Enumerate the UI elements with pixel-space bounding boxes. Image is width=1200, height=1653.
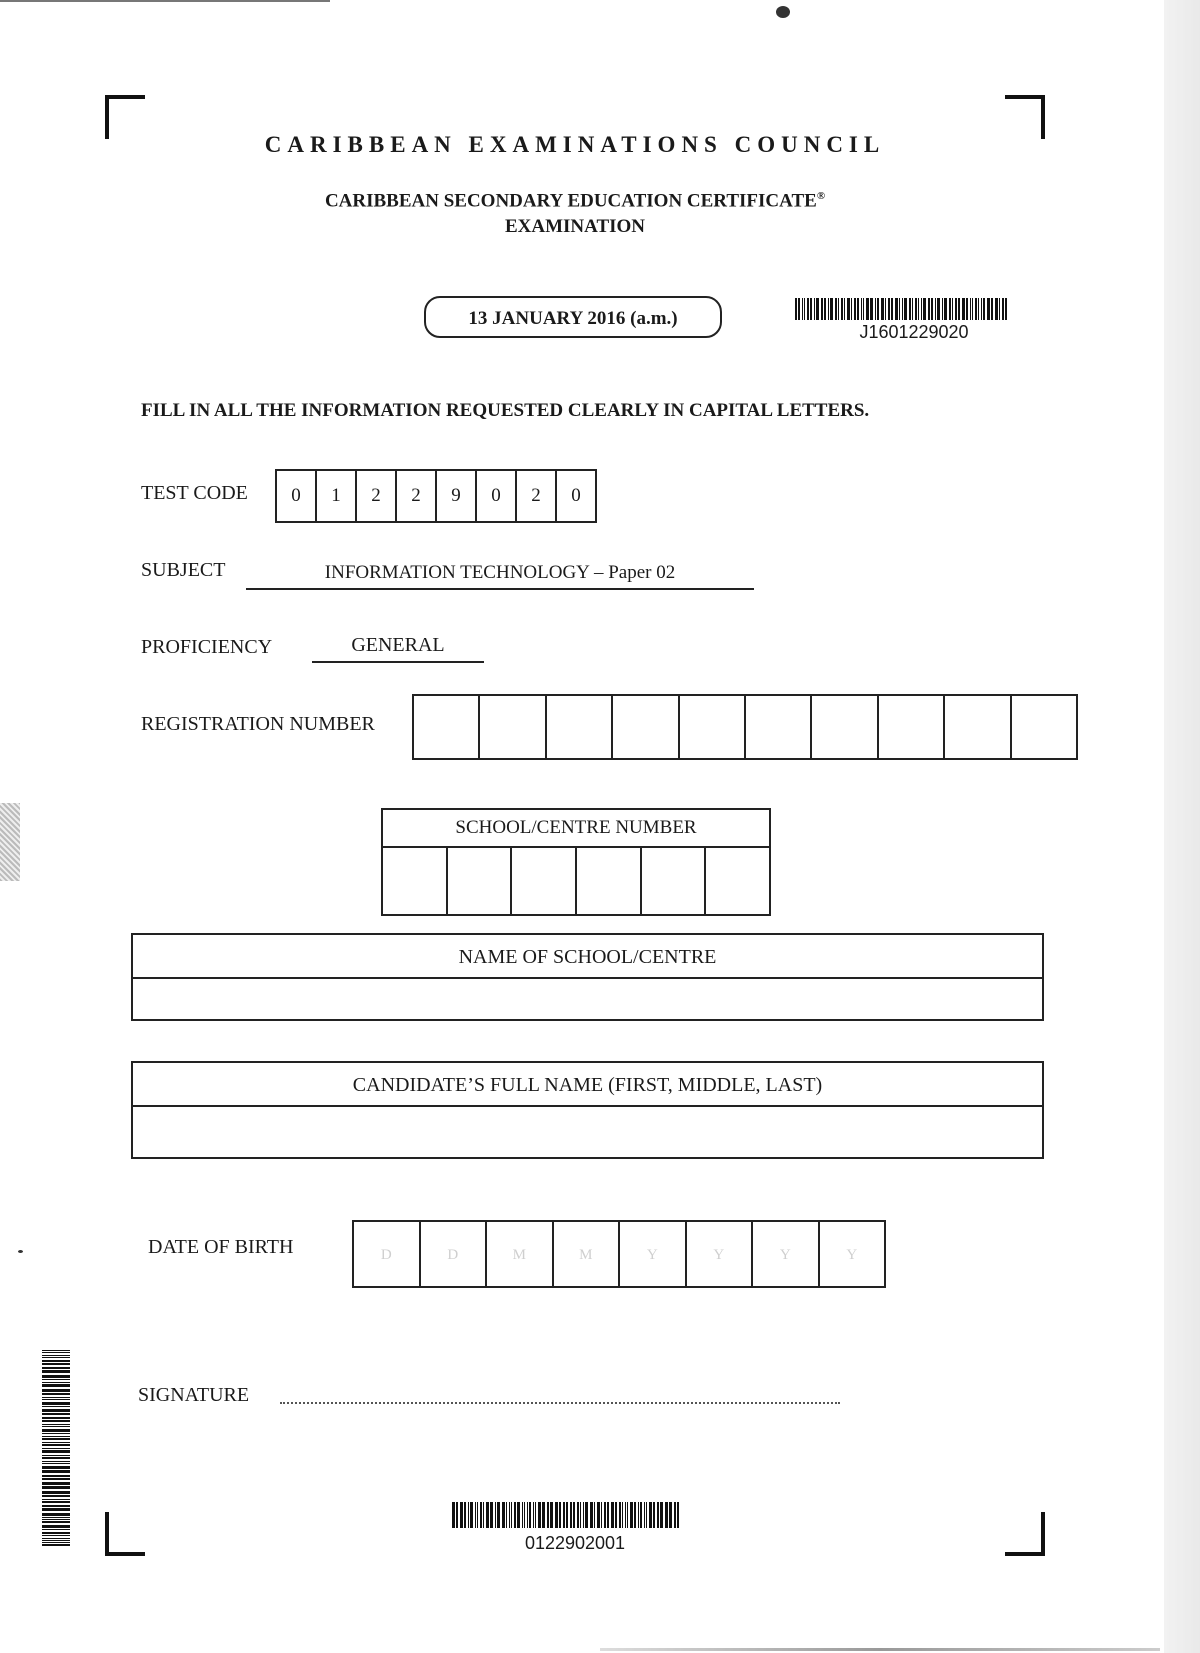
barcode-bar: [42, 1491, 70, 1494]
subject-label: SUBJECT: [141, 559, 226, 581]
registration-number-box[interactable]: [746, 696, 812, 758]
barcode-bar: [42, 1433, 70, 1434]
school-name-field[interactable]: [133, 979, 1042, 1021]
barcode-bar: [563, 1502, 565, 1528]
barcode-bar: [955, 298, 957, 320]
barcode-bar: [830, 298, 833, 320]
barcode-bar: [816, 298, 819, 320]
barcode-bar: [847, 298, 850, 320]
barcode-bar: [970, 298, 971, 320]
barcode-bar: [866, 298, 869, 320]
school-name-table: [131, 933, 1044, 1021]
side-tab-mark: [0, 803, 20, 881]
barcode-bar: [640, 1502, 642, 1528]
barcode-bar: [944, 298, 947, 320]
barcode-bar: [590, 1502, 593, 1528]
barcode-bar: [875, 298, 876, 320]
scan-edge-shadow: [1164, 0, 1200, 1653]
barcode-bar: [475, 1502, 476, 1528]
barcode-bar: [42, 1478, 70, 1481]
candidate-name-table: [131, 1061, 1044, 1159]
scan-bottom-line: [600, 1648, 1160, 1651]
barcode-bar: [502, 1502, 505, 1528]
barcode-bar: [634, 1502, 636, 1528]
barcode-bar: [42, 1417, 70, 1420]
school-centre-number-box[interactable]: [512, 848, 577, 916]
barcode-bar: [625, 1502, 626, 1528]
barcode-bar: [42, 1519, 70, 1520]
barcode-bar: [1002, 298, 1004, 320]
test-code-grid: [275, 469, 597, 523]
barcode-bar: [468, 1502, 469, 1528]
school-centre-number-row: [383, 848, 769, 916]
barcode-bar: [904, 298, 907, 320]
barcode-bar: [677, 1502, 679, 1528]
barcode-bar: [42, 1461, 70, 1463]
barcode-bar: [611, 1502, 614, 1528]
barcode-bar: [949, 298, 951, 320]
barcode-bar: [921, 298, 922, 320]
registration-number-grid: [412, 694, 1078, 760]
barcode-bar: [674, 1502, 676, 1528]
barcode-bar: [559, 1502, 561, 1528]
barcode-bar: [824, 298, 826, 320]
barcode-bar: [42, 1508, 70, 1511]
barcode-bar: [542, 1502, 545, 1528]
registration-number-box[interactable]: [1012, 696, 1076, 758]
barcode-bar: [497, 1502, 500, 1528]
barcode-bar: [42, 1382, 70, 1384]
registered-mark: ®: [816, 190, 826, 202]
barcode-bar: [42, 1517, 70, 1518]
barcode-bar: [42, 1384, 70, 1387]
barcode-bar: [42, 1463, 70, 1464]
barcode-bar: [42, 1442, 70, 1443]
barcode-bar: [583, 1502, 584, 1528]
barcode-bar: [888, 298, 890, 320]
test-code-digit: 9: [437, 471, 477, 521]
barcode-bar: [495, 1502, 496, 1528]
school-centre-number-label: SCHOOL/CENTRE NUMBER: [383, 810, 769, 848]
barcode-bar: [42, 1501, 70, 1503]
barcode-bar: [795, 298, 797, 320]
barcode-bar: [669, 1502, 672, 1528]
test-code-digit: 2: [397, 471, 437, 521]
date-of-birth-box[interactable]: Y: [620, 1222, 687, 1286]
date-of-birth-box[interactable]: Y: [846, 1247, 858, 1263]
barcode-bar: [506, 1502, 507, 1528]
barcode-bar: [630, 1502, 633, 1528]
barcode-bar: [42, 1475, 70, 1477]
signature-line[interactable]: [280, 1402, 840, 1404]
certificate-title: [0, 190, 1150, 212]
barcode-bar: [42, 1495, 70, 1497]
school-centre-number-box[interactable]: [706, 848, 769, 916]
barcode-bar: [529, 1502, 531, 1528]
barcode-bar: [999, 298, 1000, 320]
barcode-bar: [483, 1502, 484, 1528]
barcode-bar: [42, 1399, 70, 1401]
barcode-top: [795, 298, 1033, 320]
barcode-bar: [509, 1502, 510, 1528]
barcode-bar: [538, 1502, 541, 1528]
registration-number-box[interactable]: [879, 696, 945, 758]
barcode-bar: [807, 298, 809, 320]
date-of-birth-box[interactable]: Y: [753, 1222, 820, 1286]
barcode-bar: [597, 1502, 600, 1528]
barcode-bar: [490, 1502, 493, 1528]
school-centre-number-box[interactable]: [448, 848, 513, 916]
corner-mark-bottom-right: [1005, 1512, 1045, 1556]
registration-number-box[interactable]: [613, 696, 679, 758]
test-code-digit: 0: [557, 471, 597, 521]
date-of-birth-grid: [352, 1220, 886, 1288]
barcode-bar: [991, 298, 993, 320]
school-name-label: NAME OF SCHOOL/CENTRE: [133, 935, 1042, 979]
barcode-bar: [594, 1502, 595, 1528]
barcode-bar: [42, 1444, 70, 1446]
barcode-bar: [952, 298, 953, 320]
proficiency-label: PROFICIENCY: [141, 636, 273, 658]
barcode-bar: [480, 1502, 482, 1528]
barcode-bar: [460, 1502, 463, 1528]
barcode-bar: [42, 1448, 70, 1449]
scan-top-line: [0, 0, 330, 2]
barcode-bar: [844, 298, 845, 320]
test-code-digit: 0: [277, 471, 317, 521]
barcode-bar: [42, 1529, 70, 1530]
barcode-bar: [972, 298, 973, 320]
date-of-birth-box[interactable]: D: [354, 1222, 421, 1286]
barcode-bar: [42, 1420, 70, 1422]
barcode-bar: [978, 298, 979, 320]
barcode-side: [42, 1350, 70, 1548]
barcode-bar: [42, 1402, 70, 1405]
barcode-bar: [42, 1513, 70, 1516]
date-of-birth-box[interactable]: M: [554, 1222, 621, 1286]
barcode-bar: [42, 1393, 70, 1395]
barcode-bar: [895, 298, 898, 320]
barcode-bar: [870, 298, 873, 320]
barcode-bar: [835, 298, 837, 320]
barcode-bar: [902, 298, 903, 320]
barcode-bar: [851, 298, 852, 320]
barcode-bar: [517, 1502, 520, 1528]
barcode-bar: [42, 1544, 70, 1546]
barcode-bar: [821, 298, 823, 320]
barcode-bar: [580, 1502, 581, 1528]
barcode-bar: [42, 1409, 70, 1412]
barcode-bar: [42, 1367, 70, 1369]
barcode-bottom: [452, 1502, 698, 1528]
candidate-name-field[interactable]: [133, 1107, 1042, 1159]
barcode-bar: [42, 1406, 70, 1407]
barcode-bar: [644, 1502, 645, 1528]
barcode-bar: [622, 1502, 623, 1528]
candidate-name-label: CANDIDATE’S FULL NAME (FIRST, MIDDLE, LAST): [133, 1063, 1042, 1107]
barcode-bar: [42, 1538, 70, 1539]
barcode-bar: [42, 1436, 70, 1437]
barcode-bar: [995, 298, 998, 320]
barcode-bar: [814, 298, 815, 320]
barcode-bar: [975, 298, 977, 320]
barcode-bar: [550, 1502, 553, 1528]
barcode-bar: [42, 1542, 70, 1543]
barcode-bar: [881, 298, 884, 320]
barcode-bar: [958, 298, 960, 320]
barcode-bar: [931, 298, 933, 320]
scan-speck: [18, 1250, 23, 1253]
barcode-bar: [42, 1438, 70, 1441]
barcode-bar: [923, 298, 926, 320]
barcode-bar: [841, 298, 843, 320]
barcode-bar: [486, 1502, 489, 1528]
barcode-bar: [42, 1429, 70, 1432]
barcode-bar: [514, 1502, 516, 1528]
barcode-bar: [828, 298, 829, 320]
test-code-digit: 0: [477, 471, 517, 521]
barcode-bar: [42, 1426, 70, 1427]
barcode-bar: [42, 1375, 70, 1378]
barcode-bar: [555, 1502, 558, 1528]
barcode-bar: [522, 1502, 523, 1528]
barcode-bar: [937, 298, 940, 320]
barcode-bar: [452, 1502, 455, 1528]
barcode-bar: [527, 1502, 528, 1528]
barcode-bar: [42, 1355, 70, 1356]
barcode-bar: [524, 1502, 525, 1528]
registration-number-box[interactable]: [414, 696, 480, 758]
barcode-bar: [615, 1502, 617, 1528]
barcode-bar: [477, 1502, 478, 1528]
barcode-bar: [638, 1502, 639, 1528]
barcode-bar: [983, 298, 985, 320]
barcode-bar: [912, 298, 913, 320]
signature-label: SIGNATURE: [138, 1384, 250, 1406]
barcode-bar: [915, 298, 917, 320]
barcode-bar: [899, 298, 900, 320]
barcode-bar: [573, 1502, 575, 1528]
barcode-bar: [42, 1455, 70, 1456]
barcode-bar: [891, 298, 893, 320]
barcode-bar: [42, 1532, 70, 1534]
barcode-bar: [646, 1502, 647, 1528]
barcode-bar: [935, 298, 936, 320]
barcode-bar: [987, 298, 990, 320]
barcode-bottom-number: 0122902001: [524, 1533, 626, 1553]
date-of-birth-box[interactable]: Y: [687, 1222, 754, 1286]
barcode-bar: [42, 1457, 70, 1459]
registration-number-box[interactable]: [547, 696, 613, 758]
barcode-bar: [601, 1502, 602, 1528]
barcode-bar: [42, 1521, 70, 1523]
registration-number-box[interactable]: [812, 696, 878, 758]
barcode-bar: [804, 298, 805, 320]
barcode-bar: [42, 1466, 70, 1469]
barcode-bar: [42, 1357, 70, 1358]
barcode-top-number: J1601229020: [859, 322, 969, 342]
barcode-bar: [42, 1535, 70, 1536]
barcode-bar: [547, 1502, 549, 1528]
date-of-birth-label: DATE OF BIRTH: [148, 1236, 294, 1258]
barcode-bar: [802, 298, 803, 320]
scan-speck: [776, 6, 790, 18]
subject-value: INFORMATION TECHNOLOGY – Paper 02: [246, 562, 754, 590]
test-code-label: TEST CODE: [141, 482, 248, 504]
barcode-bar: [604, 1502, 606, 1528]
barcode-bar: [42, 1350, 70, 1351]
barcode-bar: [570, 1502, 572, 1528]
registration-number-label: REGISTRATION NUMBER: [141, 713, 375, 735]
school-centre-number-box[interactable]: [642, 848, 707, 916]
school-centre-number-table: [381, 808, 771, 916]
barcode-bar: [42, 1360, 70, 1363]
barcode-bar: [511, 1502, 512, 1528]
barcode-bar: [42, 1499, 70, 1501]
barcode-bar: [863, 298, 864, 320]
exam-date-badge: 13 JANUARY 2016 (a.m.): [424, 296, 722, 338]
school-centre-number-box[interactable]: [577, 848, 642, 916]
barcode-bar: [619, 1502, 621, 1528]
examination-title: EXAMINATION: [504, 216, 646, 237]
barcode-bar: [627, 1502, 628, 1528]
barcode-bar: [854, 298, 856, 320]
barcode-bar: [798, 298, 800, 320]
test-code-digit: 2: [357, 471, 397, 521]
barcode-bar: [566, 1502, 568, 1528]
certificate-title-text: CARIBBEAN SECONDARY EDUCATION CERTIFICATE: [324, 190, 817, 212]
barcode-bar: [42, 1470, 70, 1473]
barcode-bar: [657, 1502, 659, 1528]
barcode-bar: [42, 1424, 70, 1425]
barcode-bar: [42, 1352, 70, 1353]
barcode-bar: [649, 1502, 652, 1528]
barcode-bar: [577, 1502, 579, 1528]
barcode-bar: [885, 298, 886, 320]
barcode-bar: [42, 1540, 70, 1541]
barcode-bar: [42, 1482, 70, 1485]
barcode-bar: [861, 298, 862, 320]
registration-number-box[interactable]: [480, 696, 546, 758]
barcode-bar: [42, 1413, 70, 1415]
school-centre-number-box[interactable]: [383, 848, 448, 916]
test-code-digit: 2: [517, 471, 557, 521]
barcode-bar: [585, 1502, 588, 1528]
barcode-bar: [966, 298, 968, 320]
barcode-bar: [42, 1450, 70, 1453]
barcode-bar: [909, 298, 911, 320]
date-of-birth-box[interactable]: D: [421, 1222, 488, 1286]
barcode-bar: [533, 1502, 534, 1528]
proficiency-value: GENERAL: [312, 634, 484, 663]
barcode-bar: [42, 1379, 70, 1380]
barcode-bar: [42, 1505, 70, 1507]
barcode-bar: [660, 1502, 663, 1528]
barcode-bar: [470, 1502, 473, 1528]
barcode-bar: [665, 1502, 668, 1528]
barcode-bar: [42, 1397, 70, 1398]
registration-number-box[interactable]: [945, 696, 1011, 758]
barcode-bar: [928, 298, 930, 320]
instruction-text: FILL IN ALL THE INFORMATION REQUESTED CLEARLY IN CAPITAL LETTERS.: [141, 400, 870, 421]
corner-mark-bottom-left: [105, 1512, 145, 1556]
barcode-bar: [838, 298, 839, 320]
barcode-bar: [42, 1363, 70, 1365]
barcode-bar: [942, 298, 943, 320]
barcode-bar: [535, 1502, 536, 1528]
date-of-birth-box[interactable]: M: [487, 1222, 554, 1286]
barcode-bar: [918, 298, 919, 320]
barcode-bar: [607, 1502, 609, 1528]
council-title: CARIBBEAN EXAMINATIONS COUNCIL: [264, 132, 886, 157]
registration-number-box[interactable]: [680, 696, 746, 758]
barcode-bar: [857, 298, 859, 320]
barcode-bar: [877, 298, 879, 320]
barcode-bar: [42, 1486, 70, 1489]
barcode-bar: [962, 298, 965, 320]
barcode-bar: [981, 298, 982, 320]
barcode-bar: [653, 1502, 655, 1528]
barcode-bar: [456, 1502, 458, 1528]
barcode-bar: [810, 298, 812, 320]
barcode-bar: [42, 1370, 70, 1373]
barcode-bar: [1005, 298, 1007, 320]
barcode-bar: [42, 1389, 70, 1392]
test-code-digit: 1: [317, 471, 357, 521]
barcode-bar: [464, 1502, 466, 1528]
barcode-bar: [42, 1525, 70, 1528]
